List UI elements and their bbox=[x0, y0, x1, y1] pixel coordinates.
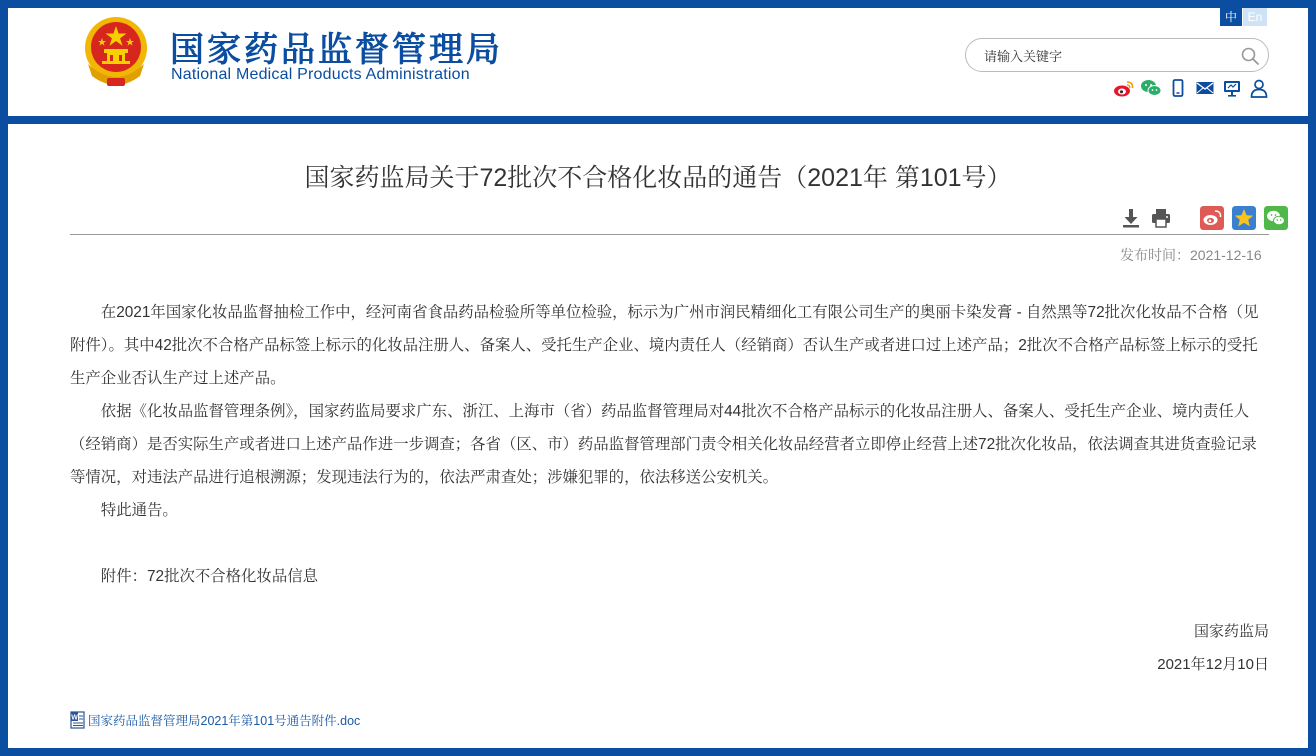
social-links bbox=[1113, 78, 1270, 98]
search-icon[interactable] bbox=[1240, 46, 1260, 66]
share-wechat-icon[interactable] bbox=[1264, 206, 1288, 230]
paragraph: 在2021年国家化妆品监督抽检工作中，经河南省食品药品检验所等单位检验，标示为广州市润民精细化工有限公司生产的奥丽卡染发膏 - 自然黑等72批次化妆品不合格（见附件）。其中42批次不合格产品标签上标示的化妆品注册人、备案人、受托生产企业、境内责任人（经销商）否认生产或者进口过上述产品；2批次不合格产品标签上标示的受托生产企业否认生产过上述产品。 bbox=[70, 304, 1259, 387]
wechat-icon[interactable] bbox=[1140, 78, 1162, 98]
attachment-link-text[interactable]: 国家药品监督管理局2021年第101号通告附件.doc bbox=[88, 714, 361, 728]
download-icon[interactable] bbox=[1120, 207, 1142, 229]
word-doc-icon bbox=[70, 711, 86, 729]
user-icon[interactable] bbox=[1248, 78, 1270, 98]
signature-date: 2021年12月10日 bbox=[1157, 656, 1269, 673]
publish-time: 发布时间：2021-12-16 bbox=[1120, 247, 1262, 263]
attachment-note: 附件：72批次不合格化妆品信息 bbox=[100, 568, 318, 585]
blank-line bbox=[70, 527, 1269, 560]
lang-switch-chinese[interactable]: 中 bbox=[1220, 8, 1242, 26]
page-frame bbox=[8, 8, 1308, 748]
attachment-link[interactable] bbox=[70, 710, 360, 730]
header-divider-bar bbox=[8, 116, 1308, 124]
share-qzone-icon[interactable] bbox=[1232, 206, 1256, 230]
svg-text:W: W bbox=[71, 714, 78, 722]
weibo-icon[interactable] bbox=[1113, 78, 1135, 98]
print-icon[interactable] bbox=[1150, 207, 1172, 229]
mail-icon[interactable] bbox=[1194, 78, 1216, 98]
title-divider bbox=[70, 234, 1269, 235]
search-box bbox=[965, 38, 1269, 72]
site-title-cn[interactable]: 国家药品监督管理局 bbox=[170, 31, 503, 69]
lang-switch-english[interactable]: En bbox=[1243, 8, 1267, 26]
monitor-icon[interactable] bbox=[1221, 78, 1243, 98]
national-emblem-icon bbox=[80, 14, 152, 88]
search-input[interactable] bbox=[984, 46, 1224, 66]
article-body bbox=[70, 296, 1269, 593]
site-title-en[interactable]: National Medical Products Administration bbox=[171, 66, 470, 83]
paragraph: 依据《化妆品监督管理条例》，国家药监局要求广东、浙江、上海市（省）药品监督管理局对44批次不合格产品标示的化妆品注册人、备案人、受托生产企业、境内责任人（经销商）是否实际生产或者进口上述产品作进一步调查；各省（区、市）药品监督管理部门责令相关化妆品经营者立即停止经营上述72批次化妆品，依法调查其进货查验记录等情况，对违法产品进行追根溯源；发现违法行为的，依法严肃查处；涉嫌犯罪的，依法移送公安机关。 bbox=[70, 403, 1257, 486]
mobile-icon[interactable] bbox=[1167, 78, 1189, 98]
article-tools bbox=[1120, 206, 1288, 230]
site-header bbox=[8, 8, 1308, 116]
paragraph: 特此通告。 bbox=[100, 502, 178, 519]
signature-org: 国家药监局 bbox=[1193, 623, 1269, 640]
article-title: 国家药监局关于72批次不合格化妆品的通告（2021年 第101号） bbox=[304, 164, 1012, 192]
share-weibo-icon[interactable] bbox=[1200, 206, 1224, 230]
